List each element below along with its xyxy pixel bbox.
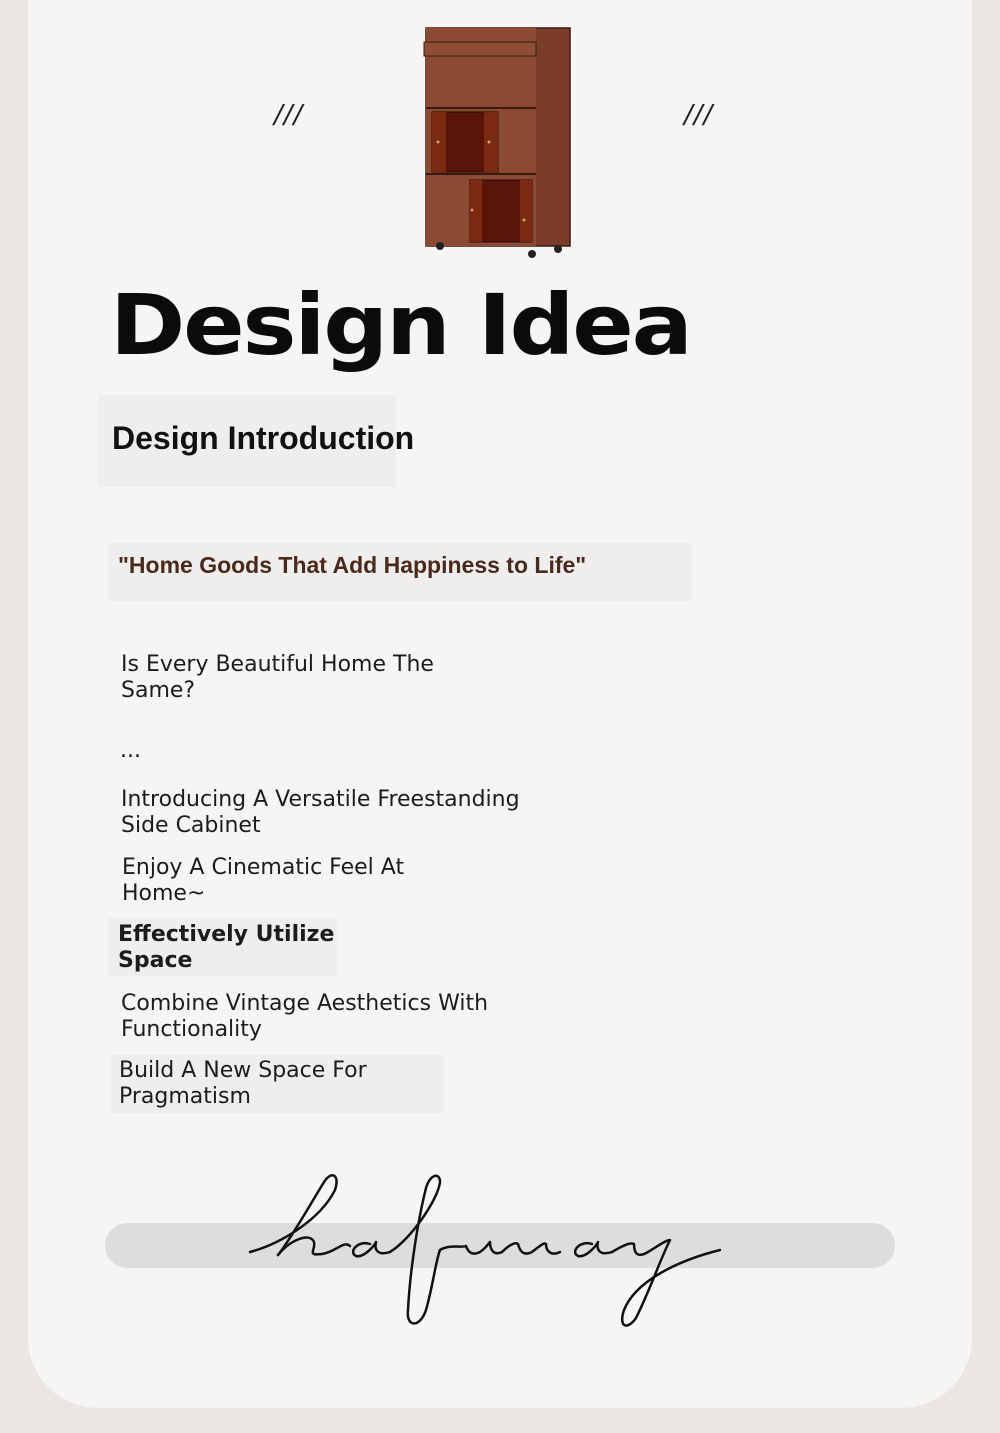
decorative-slashes-right: /// [684,100,714,130]
feature-item: Effectively Utilize Space [118,922,335,973]
slogan-text: "Home Goods That Add Happiness to Life" [118,552,587,578]
section-heading: Design Introduction [112,420,415,456]
signature-logo [240,1160,730,1335]
feature-item: Enjoy A Cinematic Feel At Home~ [122,855,405,906]
intro-question: Is Every Beautiful Home The Same? [121,652,434,703]
page-title: Design Idea [110,276,691,374]
cabinet-illustration [420,24,578,266]
decorative-slashes-left: /// [274,100,304,130]
ellipsis-text: ... [120,738,141,763]
feature-item: Introducing A Versatile Freestanding Side Cabinet [121,787,520,838]
feature-item: Build A New Space For Pragmatism [119,1058,367,1109]
feature-item: Combine Vintage Aesthetics With Functionality [121,991,489,1042]
